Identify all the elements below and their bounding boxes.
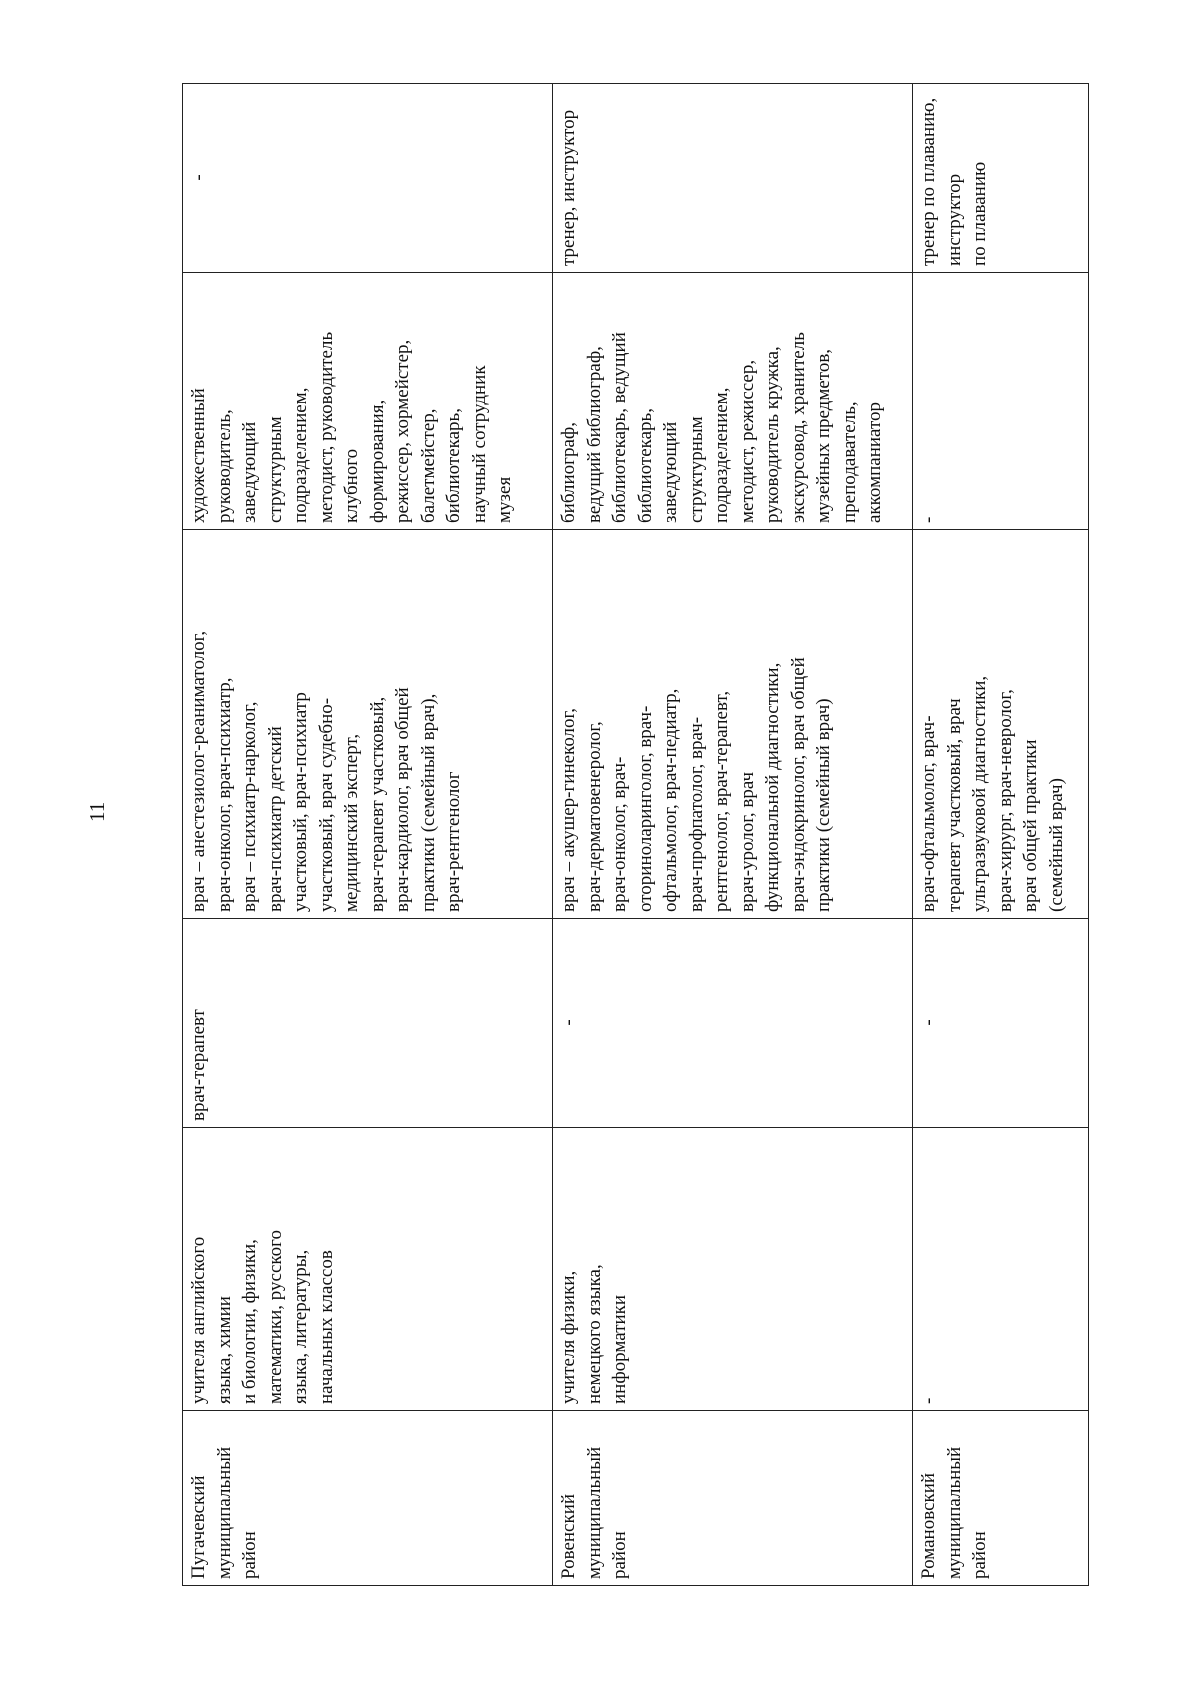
doctors-list-text: врач – анестезиолог-реаниматолог, врач-онколог, врач-психиатр, врач – психиатр-нарколог, врач-психиатр детский участковый, врач-психиатр участковый, врач судебно- медицинский эксперт, врач-терапевт участковый, врач-кардиолог, врач общей практики (семейный врач), врач-рентгенолог — [188, 630, 464, 912]
teachers-text: - — [918, 1397, 939, 1404]
doctors-list-text: врач – акушер-гинеколог, врач-дерматовенеролог, врач-онколог, врач- оториноларинголог, врач- офтальмолог, врач-педиатр, врач-профпатолог, врач- рентгенолог, врач-терапевт, врач-уролог, врач функциональной диагностики, врач-эндокринолог, врач общей практики (семейный врач) — [558, 657, 834, 912]
sport-cell — [183, 84, 553, 273]
sport-text: тренер, инструктор — [558, 109, 579, 266]
doctors-primary-cell — [913, 919, 1089, 1128]
doctors-primary-text: врач-терапевт — [188, 1009, 209, 1121]
district-name: Пугачевский муниципальный район — [188, 1446, 260, 1579]
culture-text: - — [918, 516, 939, 523]
district-name: Ровенский муниципальный район — [558, 1446, 630, 1579]
doctors-primary-cell — [553, 919, 913, 1128]
culture-cell — [553, 273, 913, 530]
culture-text: художественный руководитель, заведующий структурным подразделением, методист, руководитель клубного формирования, режиссер, хормейстер, балетмейстер, библиотекарь, научный сотрудник музея — [188, 331, 515, 523]
doctors-list-cell — [183, 530, 553, 919]
table-row — [553, 84, 913, 1586]
teachers-text: учителя английского языка, химии и биологии, физики, математики, русского языка, литературы, начальных классов — [188, 1230, 337, 1404]
doctors-list-cell — [913, 530, 1089, 919]
doctors-primary-text: - — [918, 1019, 939, 1026]
table-row — [183, 84, 553, 1586]
doctors-primary-text: - — [558, 1019, 579, 1026]
vacancies-table-rotated — [182, 84, 1088, 1586]
district-cell — [553, 1411, 913, 1586]
doctors-list-cell — [553, 530, 913, 919]
sport-cell — [913, 84, 1089, 273]
teachers-cell — [183, 1128, 553, 1411]
sport-text: - — [188, 174, 209, 181]
sport-text: тренер по плаванию, инструктор по плаванию — [918, 97, 990, 266]
district-cell — [913, 1411, 1089, 1586]
culture-text: библиограф, ведущий библиограф, библиотекарь, ведущий библиотекарь, заведующий структурным подразделением, методист, режиссер, руководитель кружка, экскурсовод, хранитель музейных предметов, преподаватель, аккомпаниатор — [558, 332, 885, 523]
vacancies-table — [182, 83, 1089, 1586]
culture-cell — [183, 273, 553, 530]
teachers-text: учителя физики, немецкого языка, информатики — [558, 1264, 630, 1404]
district-cell — [183, 1411, 553, 1586]
teachers-cell — [553, 1128, 913, 1411]
doctors-list-text: врач-офтальмолог, врач- терапевт участковый, врач ультразвуковой диагностики, врач-хирург, врач-невролог, врач общей практики (семейный врач) — [918, 675, 1067, 912]
page-number: 11 — [85, 801, 109, 822]
table-row — [913, 84, 1089, 1586]
district-name: Романовский муниципальный район — [918, 1446, 990, 1579]
doctors-primary-cell — [183, 919, 553, 1128]
culture-cell — [913, 273, 1089, 530]
teachers-cell — [913, 1128, 1089, 1411]
sport-cell — [553, 84, 913, 273]
